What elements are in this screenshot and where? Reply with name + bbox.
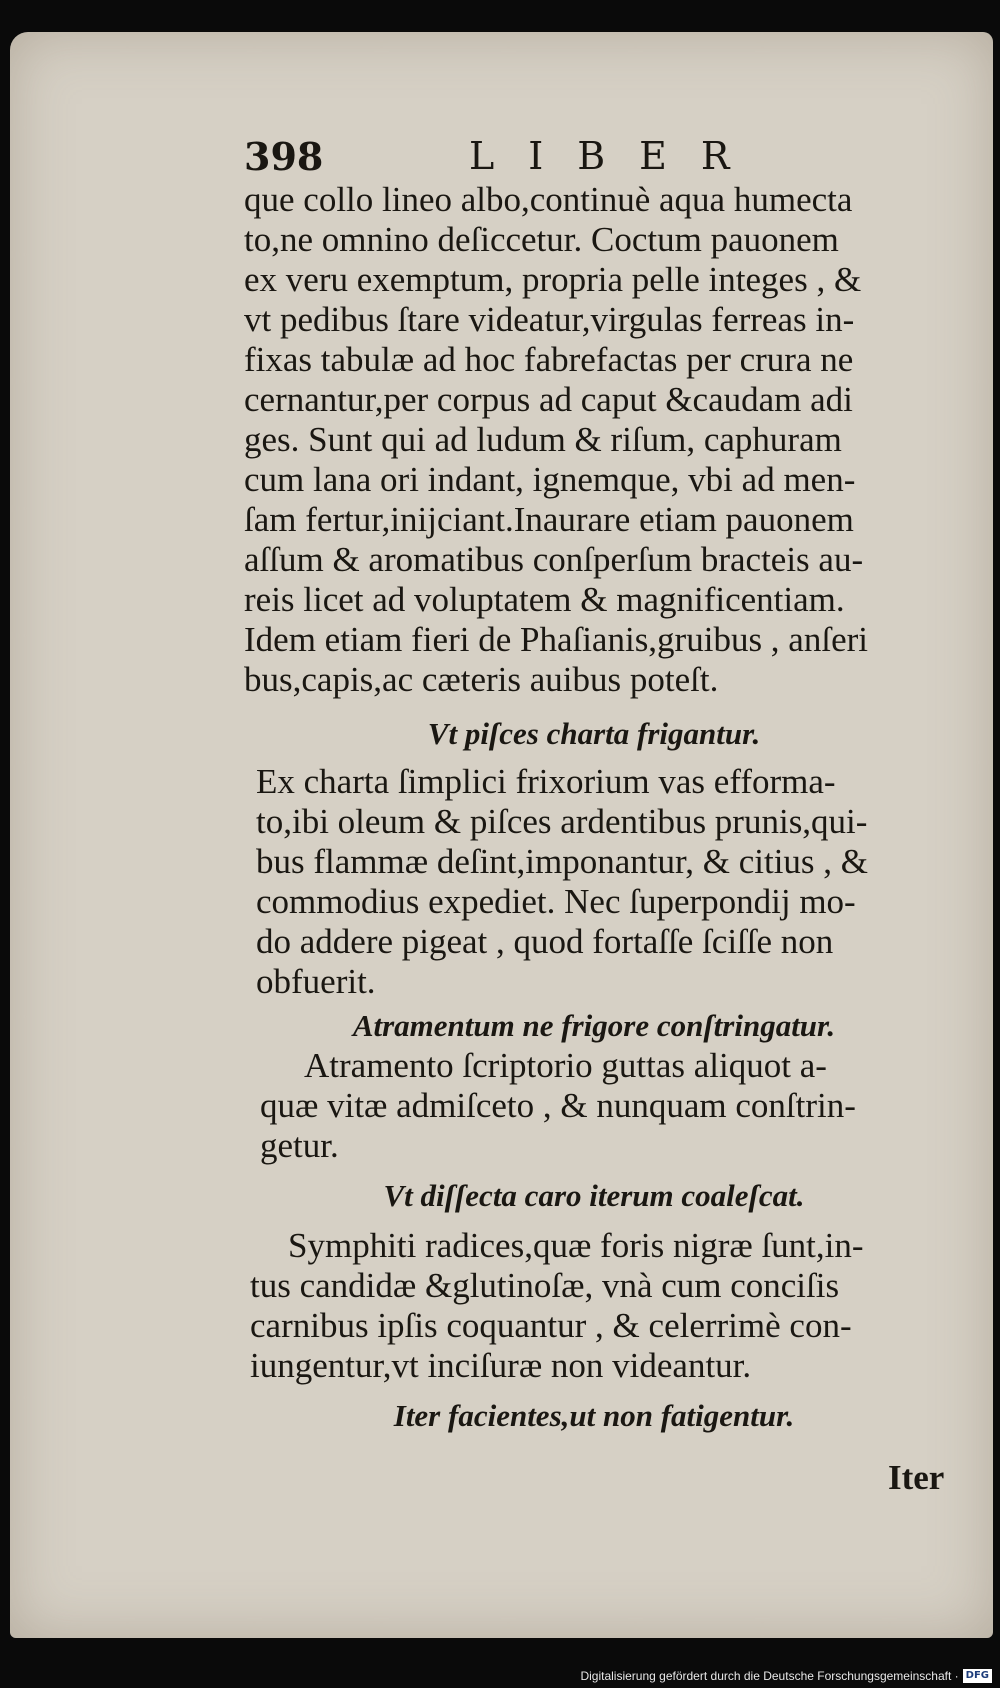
catchword: Iter: [888, 1458, 945, 1497]
page-header: [244, 134, 944, 180]
text-line: aſſum & aromatibus conſperſum bracteis au-: [244, 540, 864, 579]
text-line: quæ vitæ admiſceto , & nunquam conſtrin-: [260, 1086, 856, 1125]
paragraph-3: [244, 1046, 944, 1166]
text-line: cernantur,per corpus ad caput &caudam adi: [244, 380, 853, 419]
text-line: Symphiti radices,quæ foris nigræ ſunt,in-: [288, 1226, 864, 1265]
text-line: iungentur,vt inciſuræ non videantur.: [250, 1346, 752, 1385]
page-number: 398: [244, 134, 324, 179]
page-text-block: [244, 134, 944, 1436]
text-line: ges. Sunt qui ad ludum & riſum, caphuram: [244, 420, 842, 459]
text-line: Idem etiam fieri de Phaſianis,gruibus , anſeri: [244, 620, 868, 659]
paragraph-2: [244, 762, 944, 1002]
section-heading: Vt diſſecta caro iterum coaleſcat.: [383, 1178, 805, 1213]
text-line: do addere pigeat , quod fortaſſe ſciſſe non: [256, 922, 834, 961]
text-line: tus candidæ &glutinoſæ, vnà cum conciſis: [250, 1266, 840, 1305]
text-line: bus flammæ deſint,imponantur, & citius , &: [256, 842, 869, 881]
running-head: LIBER: [469, 134, 764, 178]
text-line: commodius expediet. Nec ſuperpondij mo-: [256, 882, 856, 921]
section-heading: Iter facientes,ut non fatigentur.: [393, 1398, 795, 1433]
text-line: ex veru exemptum, propria pelle integes , &: [244, 260, 862, 299]
footer-credit: Digitalisierung gefördert durch die Deutsche Forschungsgemeinschaft ·: [580, 1669, 959, 1683]
text-line: reis licet ad voluptatem & magnificentiam.: [244, 580, 845, 619]
digitization-footer: [580, 1666, 992, 1686]
text-line: que collo lineo albo,continuè aqua humecta: [244, 180, 853, 219]
text-line: cum lana ori indant, ignemque, vbi ad men-: [244, 460, 856, 499]
text-line: fixas tabulæ ad hoc fabrefactas per crura ne: [244, 340, 854, 379]
text-line: Ex charta ſimplici frixorium vas efforma-: [256, 762, 836, 801]
paragraph-4: [244, 1226, 944, 1386]
dfg-logo-icon: DFG: [963, 1669, 992, 1683]
text-line: Atramento ſcriptorio guttas aliquot a-: [304, 1046, 827, 1085]
text-line: bus,capis,ac cæteris auibus poteſt.: [244, 660, 719, 699]
paragraph-1: [244, 180, 944, 700]
section-heading: Vt piſces charta frigantur.: [427, 716, 761, 751]
section-heading: Atramentum ne frigore conſtringatur.: [352, 1008, 836, 1043]
text-line: obfuerit.: [256, 962, 376, 1001]
text-line: ſam fertur,inijciant.Inaurare etiam pauonem: [244, 500, 854, 539]
text-line: carnibus ipſis coquantur , & celerrimè con-: [250, 1306, 852, 1345]
text-line: to,ibi oleum & piſces ardentibus prunis,qui-: [256, 802, 868, 841]
text-line: getur.: [260, 1126, 339, 1165]
text-line: to,ne omnino deſiccetur. Coctum pauonem: [244, 220, 839, 259]
text-line: vt pedibus ſtare videatur,virgulas ferreas in-: [244, 300, 855, 339]
